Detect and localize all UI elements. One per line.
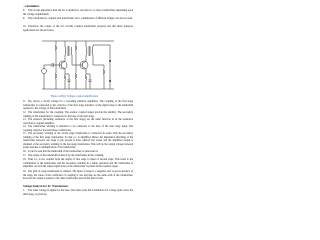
- paragraph-text: Therefore, the couple of the two circuits coupled transformer properly and that these transport applications are shown below.: [23, 25, 133, 32]
- paragraph-number: 8.: [23, 9, 25, 12]
- paragraph-text: The transformer winding is intended to be connected to the base of the next stage input. The coupling capacitor prevents these connections.: [23, 125, 133, 132]
- subsection-heading: Voltage Analysis for TC Transformers: [23, 185, 69, 188]
- figure-caption: Figure 4.28(a): Voltage coupled amplification: [50, 95, 99, 98]
- section-heading: ...reminders: [23, 4, 40, 8]
- transformer-coupled-amplifier-circuit: [38, 37, 118, 94]
- paragraph-text: Thus a.c. is not coupled from the output of first stage to input of second stage. This leads to the combination of the transformer and the secondary winding in a stable operation and the transformer is amplified. As such the output signal level of the transformer is passed in the required stages.: [23, 158, 133, 169]
- bias-resistor-r1: [55, 41, 57, 65]
- paragraph-number: 18.: [23, 158, 27, 161]
- paragraph-number: 10.: [23, 25, 27, 28]
- paragraph-text: Fig. shows a circuit voltage for a cascading identical amplifiers. The coupling of the first stage transformer is connected to the collector of the first stage transistor of the signal stage is the bandwidth required to the voltage of the transformer.: [23, 100, 133, 111]
- load-resistor: [103, 65, 105, 89]
- paragraph-text: The secondary winding of the circuit stage transformer is connected in series with the secondary winding of the first stage transformer. So that a.c. is amplified. Hence the impedance matching of the transformer between one stage to the second is done without any losses and the amplified output is obtained at the secondary winding of the last stage transformer. This will be the output voltage between points and due to multiplication of the transformer.: [23, 132, 133, 150]
- output-terminal-top: [109, 60, 110, 61]
- paragraph-text: The transformer is coupled with transformer, but a combination of different bridges can also be used.: [28, 17, 133, 20]
- paragraph-top-1: [23, 9, 133, 16]
- paragraph-text: The gain of stage transformer is omitted. The input of stage is a negative one. A good tolerance of the stage, the value of the coefficient of coupling is one and that are the same each of the transformer, however the output is passed to the other transformer used in the final circuit.: [23, 170, 133, 181]
- paragraph-number: 14.: [23, 125, 27, 128]
- bias-resistor-r3: [75, 41, 77, 65]
- paragraph-bottom-1: [23, 100, 133, 111]
- paragraph-number: 17.: [23, 154, 27, 157]
- transformer-2-primary: [86, 47, 87, 55]
- paragraph-text: The output of the bandwidth is shown by the transformer in the coupling.: [28, 154, 104, 157]
- paragraph-top-3: [23, 25, 133, 32]
- document-page: [0, 0, 149, 198]
- transformer-2-secondary: [92, 47, 93, 55]
- paragraph-number: 15.: [23, 132, 27, 135]
- paragraph-number: 1.: [23, 189, 25, 192]
- paragraph-bottom-9: [23, 170, 133, 181]
- bias-resistor-r2: [55, 65, 57, 89]
- paragraph-bottom-8: [23, 158, 133, 169]
- transformer-1-primary: [65, 47, 66, 55]
- paragraph-text: The same voltage is applied to the base. The same work this formulation for voltage gain across the third stage, is given by.: [23, 189, 133, 196]
- paragraph-number: 11.: [23, 100, 27, 103]
- bias-resistor-r4: [75, 65, 77, 89]
- paragraph-number: 12.: [23, 111, 27, 114]
- transformer-1-secondary: [71, 47, 72, 55]
- paragraph-bottom-5: [23, 132, 133, 150]
- output-terminal-bottom: [109, 80, 110, 81]
- emitter-resistor-2: [85, 73, 87, 89]
- paragraph-number: 13.: [23, 118, 27, 121]
- paragraph-text: The transformer for the coupling. The resistor coupled stages provide the stability. The secondary winding of the transformer is connected to the base of the next stage.: [23, 111, 133, 118]
- paragraph-top-2: [23, 17, 133, 21]
- input-source: [42, 69, 47, 74]
- emitter-resistor-1: [64, 73, 66, 89]
- paragraph-text: The resistors (including resistance of the first stage) are the same function as in the resistance capacitance coupled amplifier.: [23, 118, 133, 125]
- paragraph-text: It can be seen that the bandwidth of the transformer is quite narrow.: [28, 150, 99, 153]
- paragraph-number: 16.: [23, 150, 27, 153]
- paragraph-number: 9.: [23, 17, 25, 20]
- subsection-paragraph: [23, 189, 133, 196]
- paragraph-number: 19.: [23, 170, 27, 173]
- paragraph-text: This circuit impedance than the R1 is desired by cascade two or more transformers depending upon the voltage requirements.: [23, 9, 133, 16]
